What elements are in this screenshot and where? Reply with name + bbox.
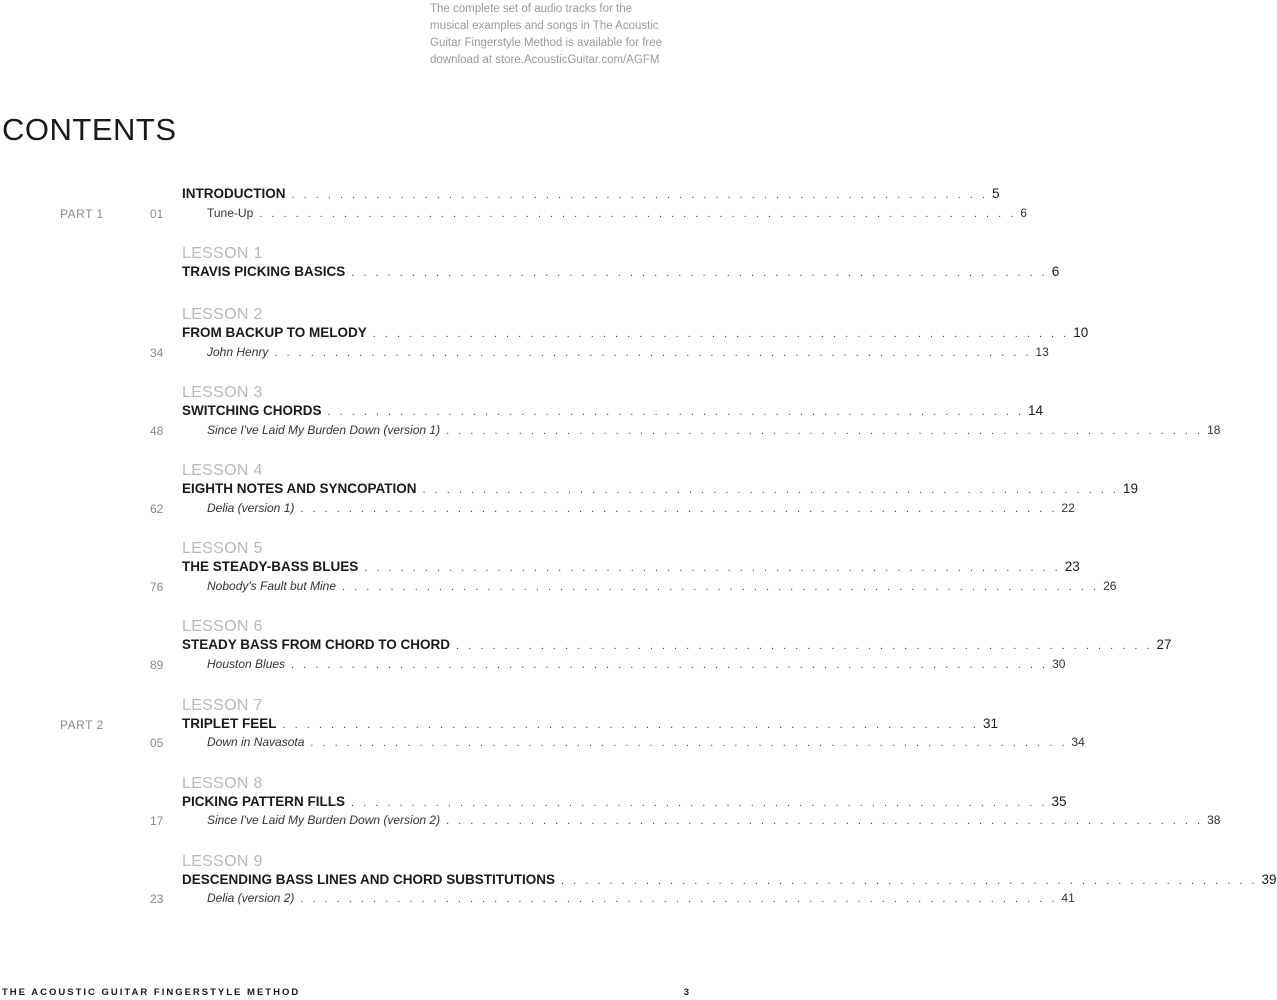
entry-page: 41 bbox=[1061, 891, 1075, 905]
dot-leader: . . . . . . . . . . . . . . . . . . . . . . . . . . . . . . . . . . . . . . . . . . . . . . . . . . . . . . . . . . . . . . . bbox=[446, 815, 1204, 827]
lesson-heading: LESSON 7 bbox=[182, 697, 263, 714]
toc-entry-introduction[interactable] bbox=[182, 186, 1000, 201]
entry-page: 35 bbox=[1051, 794, 1067, 809]
toc-entry-song[interactable] bbox=[207, 735, 1085, 749]
dot-leader: . . . . . . . . . . . . . . . . . . . . . . . . . . . . . . . . . . . . . . . . . . . . . . . . . . . . . . . . . . . . . . . bbox=[446, 425, 1204, 437]
dot-leader: . . . . . . . . . . . . . . . . . . . . . . . . . . . . . . . . . . . . . . . . . . . . . . . . . . . . . . . . . . bbox=[291, 189, 988, 201]
entry-page: 6 bbox=[1051, 264, 1060, 279]
dot-leader: . . . . . . . . . . . . . . . . . . . . . . . . . . . . . . . . . . . . . . . . . . . . . . . . . . . . . . . . . . bbox=[364, 562, 1061, 574]
track-number: 23 bbox=[150, 892, 164, 906]
entry-page: 19 bbox=[1122, 481, 1139, 496]
entry-page: 26 bbox=[1103, 579, 1117, 593]
entry-label: DESCENDING BASS LINES AND CHORD SUBSTITUTIONS bbox=[182, 872, 556, 887]
lesson-heading: LESSON 2 bbox=[182, 306, 263, 323]
dot-leader: . . . . . . . . . . . . . . . . . . . . . . . . . . . . . . . . . . . . . . . . . . . . . . . . . . . . . . . . . . . . . . . bbox=[310, 737, 1068, 749]
dot-leader: . . . . . . . . . . . . . . . . . . . . . . . . . . . . . . . . . . . . . . . . . . . . . . . . . . . . . . . . . . . . . . . bbox=[342, 581, 1100, 593]
entry-label: EIGHTH NOTES AND SYNCOPATION bbox=[182, 481, 417, 496]
entry-page: 34 bbox=[1071, 735, 1085, 749]
entry-page: 38 bbox=[1207, 813, 1221, 827]
track-number: 01 bbox=[150, 207, 164, 221]
toc-entry-song[interactable] bbox=[207, 813, 1221, 827]
lesson-heading: LESSON 1 bbox=[182, 245, 263, 262]
track-number: 62 bbox=[150, 502, 164, 516]
toc-entry-lesson-8[interactable] bbox=[182, 794, 1067, 809]
toc-entry-lesson-6[interactable] bbox=[182, 637, 1172, 652]
track-number: 34 bbox=[150, 346, 164, 360]
toc-entry-tune-up[interactable] bbox=[207, 206, 1027, 220]
toc-entry-song[interactable] bbox=[207, 657, 1066, 671]
entry-page: 27 bbox=[1156, 637, 1172, 652]
entry-label: FROM BACKUP TO MELODY bbox=[182, 325, 367, 340]
toc-entry-lesson-9[interactable] bbox=[182, 872, 1277, 887]
entry-page: 23 bbox=[1064, 559, 1080, 574]
track-number: 76 bbox=[150, 580, 164, 594]
entry-page: 31 bbox=[982, 716, 998, 731]
entry-page: 14 bbox=[1027, 403, 1043, 418]
entry-label: Delia (version 2) bbox=[207, 891, 295, 905]
toc-entry-lesson-3[interactable] bbox=[182, 403, 1043, 418]
dot-leader: . . . . . . . . . . . . . . . . . . . . . . . . . . . . . . . . . . . . . . . . . . . . . . . . . . . . . . . . . . bbox=[327, 406, 1024, 418]
toc-entry-lesson-4[interactable] bbox=[182, 481, 1139, 496]
note-line: Guitar Fingerstyle Method is available for free bbox=[430, 37, 663, 49]
entry-label: Since I've Laid My Burden Down (version 2) bbox=[207, 813, 441, 827]
dot-leader: . . . . . . . . . . . . . . . . . . . . . . . . . . . . . . . . . . . . . . . . . . . . . . . . . . . . . . . . . . bbox=[456, 640, 1153, 652]
page-title: CONTENTS bbox=[2, 112, 177, 147]
entry-page: 39 bbox=[1261, 872, 1277, 887]
entry-page: 30 bbox=[1052, 657, 1066, 671]
entry-label: Tune-Up bbox=[207, 206, 254, 220]
lesson-heading: LESSON 6 bbox=[182, 618, 263, 635]
dot-leader: . . . . . . . . . . . . . . . . . . . . . . . . . . . . . . . . . . . . . . . . . . . . . . . . . . . . . . . . . . . . . . . bbox=[300, 893, 1058, 905]
track-number: 48 bbox=[150, 424, 164, 438]
dot-leader: . . . . . . . . . . . . . . . . . . . . . . . . . . . . . . . . . . . . . . . . . . . . . . . . . . . . . . . . . . bbox=[282, 719, 979, 731]
entry-page: 13 bbox=[1035, 345, 1049, 359]
track-number: 89 bbox=[150, 658, 164, 672]
toc-entry-song[interactable] bbox=[207, 579, 1117, 593]
note-line: musical examples and songs in The Acoustic bbox=[430, 20, 659, 32]
dot-leader: . . . . . . . . . . . . . . . . . . . . . . . . . . . . . . . . . . . . . . . . . . . . . . . . . . . . . . . . . . . . . . . bbox=[291, 659, 1049, 671]
entry-label: Houston Blues bbox=[207, 657, 286, 671]
lesson-heading: LESSON 3 bbox=[182, 384, 263, 401]
toc-entry-song[interactable] bbox=[207, 501, 1075, 515]
entry-page: 6 bbox=[1020, 206, 1027, 220]
entry-label: PICKING PATTERN FILLS bbox=[182, 794, 345, 809]
entry-label: STEADY BASS FROM CHORD TO CHORD bbox=[182, 637, 451, 652]
dot-leader: . . . . . . . . . . . . . . . . . . . . . . . . . . . . . . . . . . . . . . . . . . . . . . . . . . . . . . . . . . . . . . . bbox=[300, 503, 1058, 515]
note-line: The complete set of audio tracks for the bbox=[430, 3, 632, 15]
entry-label: SWITCHING CHORDS bbox=[182, 403, 322, 418]
note-line: download at store.AcousticGuitar.com/AGFM bbox=[430, 54, 660, 66]
dot-leader: . . . . . . . . . . . . . . . . . . . . . . . . . . . . . . . . . . . . . . . . . . . . . . . . . . . . . . . . . . bbox=[561, 875, 1258, 887]
dot-leader: . . . . . . . . . . . . . . . . . . . . . . . . . . . . . . . . . . . . . . . . . . . . . . . . . . . . . . . . . . bbox=[372, 328, 1070, 340]
dot-leader: . . . . . . . . . . . . . . . . . . . . . . . . . . . . . . . . . . . . . . . . . . . . . . . . . . . . . . . . . . bbox=[351, 267, 1048, 279]
toc-entry-lesson-1[interactable] bbox=[182, 264, 1060, 279]
entry-label: John Henry bbox=[207, 345, 269, 359]
entry-label: INTRODUCTION bbox=[182, 186, 286, 201]
entry-label: Since I've Laid My Burden Down (version 1) bbox=[207, 423, 441, 437]
lesson-heading: LESSON 4 bbox=[182, 462, 263, 479]
dot-leader: . . . . . . . . . . . . . . . . . . . . . . . . . . . . . . . . . . . . . . . . . . . . . . . . . . . . . . . . . . . . . . . bbox=[259, 208, 1017, 220]
entry-page: 18 bbox=[1207, 423, 1221, 437]
entry-page: 22 bbox=[1061, 501, 1075, 515]
part-label: PART 2 bbox=[60, 718, 104, 732]
toc-entry-song[interactable] bbox=[207, 345, 1049, 359]
part-label: PART 1 bbox=[60, 207, 104, 221]
toc-entry-lesson-2[interactable] bbox=[182, 325, 1089, 340]
track-number: 17 bbox=[150, 814, 164, 828]
dot-leader: . . . . . . . . . . . . . . . . . . . . . . . . . . . . . . . . . . . . . . . . . . . . . . . . . . . . . . . . . . bbox=[351, 797, 1048, 809]
entry-label: Nobody's Fault but Mine bbox=[207, 579, 337, 593]
track-number: 05 bbox=[150, 736, 164, 750]
entry-page: 10 bbox=[1073, 325, 1089, 340]
entry-label: TRIPLET FEEL bbox=[182, 716, 277, 731]
toc-entry-lesson-5[interactable] bbox=[182, 559, 1080, 574]
entry-label: Down in Navasota bbox=[207, 735, 305, 749]
lesson-heading: LESSON 5 bbox=[182, 540, 263, 557]
lesson-heading: LESSON 9 bbox=[182, 853, 263, 870]
toc-entry-song[interactable] bbox=[207, 891, 1075, 905]
entry-label: TRAVIS PICKING BASICS bbox=[182, 264, 346, 279]
toc-entry-lesson-7[interactable] bbox=[182, 716, 998, 731]
entry-label: THE STEADY-BASS BLUES bbox=[182, 559, 359, 574]
dot-leader: . . . . . . . . . . . . . . . . . . . . . . . . . . . . . . . . . . . . . . . . . . . . . . . . . . . . . . . . . . . . . . . bbox=[274, 347, 1032, 359]
running-footer: THE ACOUSTIC GUITAR FINGERSTYLE METHOD bbox=[2, 987, 301, 998]
entry-page: 5 bbox=[991, 186, 1000, 201]
page-number: 3 bbox=[683, 987, 689, 998]
lesson-heading: LESSON 8 bbox=[182, 775, 263, 792]
dot-leader: . . . . . . . . . . . . . . . . . . . . . . . . . . . . . . . . . . . . . . . . . . . . . . . . . . . . . . . . . . bbox=[422, 484, 1119, 496]
toc-entry-song[interactable] bbox=[207, 423, 1221, 437]
entry-label: Delia (version 1) bbox=[207, 501, 295, 515]
